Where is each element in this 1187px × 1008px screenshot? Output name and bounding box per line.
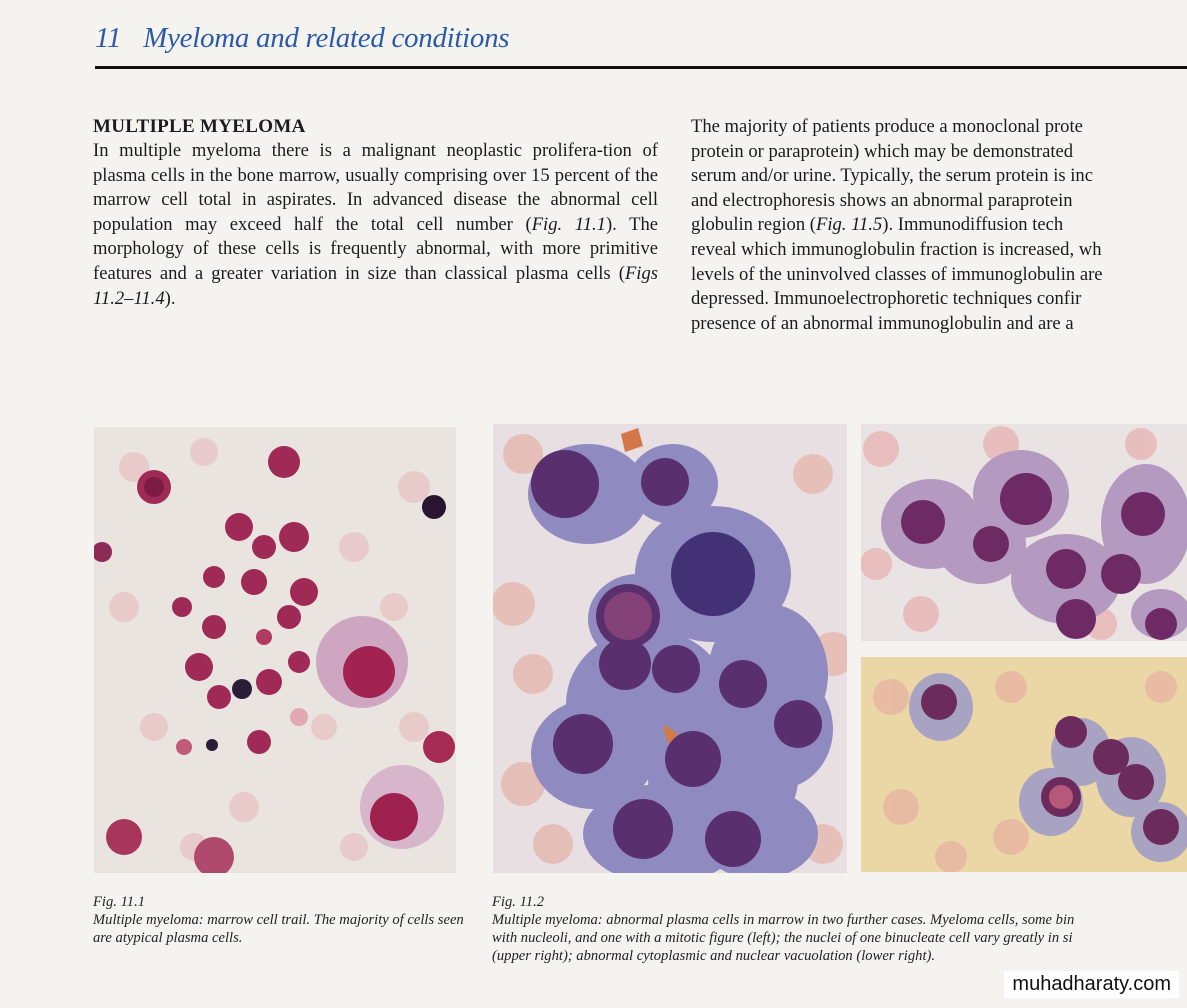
text-fragment: globulin region (: [691, 214, 816, 236]
caption-line: with nucleoli, and one with a mitotic figure (left); the nuclei of one binucleate cell vary greatly in si: [492, 930, 1073, 946]
figure-reference: Figs 11.2–11.4: [93, 262, 658, 309]
body-paragraph: [93, 139, 658, 311]
fig-11-2-caption: [492, 893, 1187, 965]
text-line: The majority of patients produce a monoclonal prote: [691, 116, 1083, 137]
caption-text: Multiple myeloma: marrow cell trail. The majority of cells seen are atypical plasma cells.: [93, 912, 464, 946]
paragraph-text: ). The morphology of these cells is frequently abnormal, with more primitive features and a greater variation in size than classical plasma cells (: [93, 213, 658, 284]
text-line: levels of the uninvolved classes of immunoglobulin are: [691, 263, 1103, 285]
figure-label: Fig. 11.2: [492, 894, 545, 910]
fig-11-2-upper-right-micrograph: [861, 424, 1187, 641]
paragraph-text: ).: [164, 287, 176, 309]
text-line: [691, 213, 1187, 238]
text-line: presence of an abnormal immunoglobulin and are a: [691, 312, 1074, 334]
right-text-column: [691, 115, 1187, 365]
text-line: and electrophoresis shows an abnormal paraprotein: [691, 189, 1073, 211]
text-fragment: ). Immunodiffusion tech: [882, 214, 1064, 236]
caption-line: (upper right); abnormal cytoplasmic and nuclear vacuolation (lower right).: [492, 948, 936, 964]
caption-line: Multiple myeloma: abnormal plasma cells in marrow in two further cases. Myeloma cells, some bin: [492, 912, 1075, 928]
fig-11-1-micrograph: [94, 427, 456, 873]
text-line: depressed. Immunoelectrophoretic techniques confir: [691, 288, 1082, 310]
chapter-number: 11: [95, 22, 122, 54]
figure-label: Fig. 11.1: [93, 894, 146, 910]
fig-11-2-left-micrograph: [493, 424, 847, 873]
fig-11-1-caption: [93, 893, 473, 947]
figure-reference: Fig. 11.5: [815, 214, 883, 236]
text-line: reveal which immunoglobulin fraction is increased, wh: [691, 238, 1102, 260]
text-line: protein or paraprotein) which may be demonstrated: [691, 140, 1074, 162]
site-watermark: muhadharaty.com: [1004, 971, 1179, 998]
section-heading: MULTIPLE MYELOMA: [93, 116, 306, 137]
figure-reference: Fig. 11.1: [531, 213, 606, 235]
text-line: serum and/or urine. Typically, the serum protein is inc: [691, 165, 1093, 187]
fig-11-2-lower-right-micrograph: [861, 657, 1187, 872]
left-text-column: [93, 115, 658, 311]
paragraph-text: In multiple myeloma there is a malignant neoplastic prolifera-tion of plasma cells in the bone marrow, usually comprising over 15 percent of the marrow cell total in aspirates. In advanced disease the abnormal cell population may exceed half the total cell number (: [93, 140, 658, 235]
chapter-header: [95, 22, 1187, 66]
chapter-title: Myeloma and related conditions: [143, 22, 510, 54]
header-rule: [95, 66, 1187, 69]
